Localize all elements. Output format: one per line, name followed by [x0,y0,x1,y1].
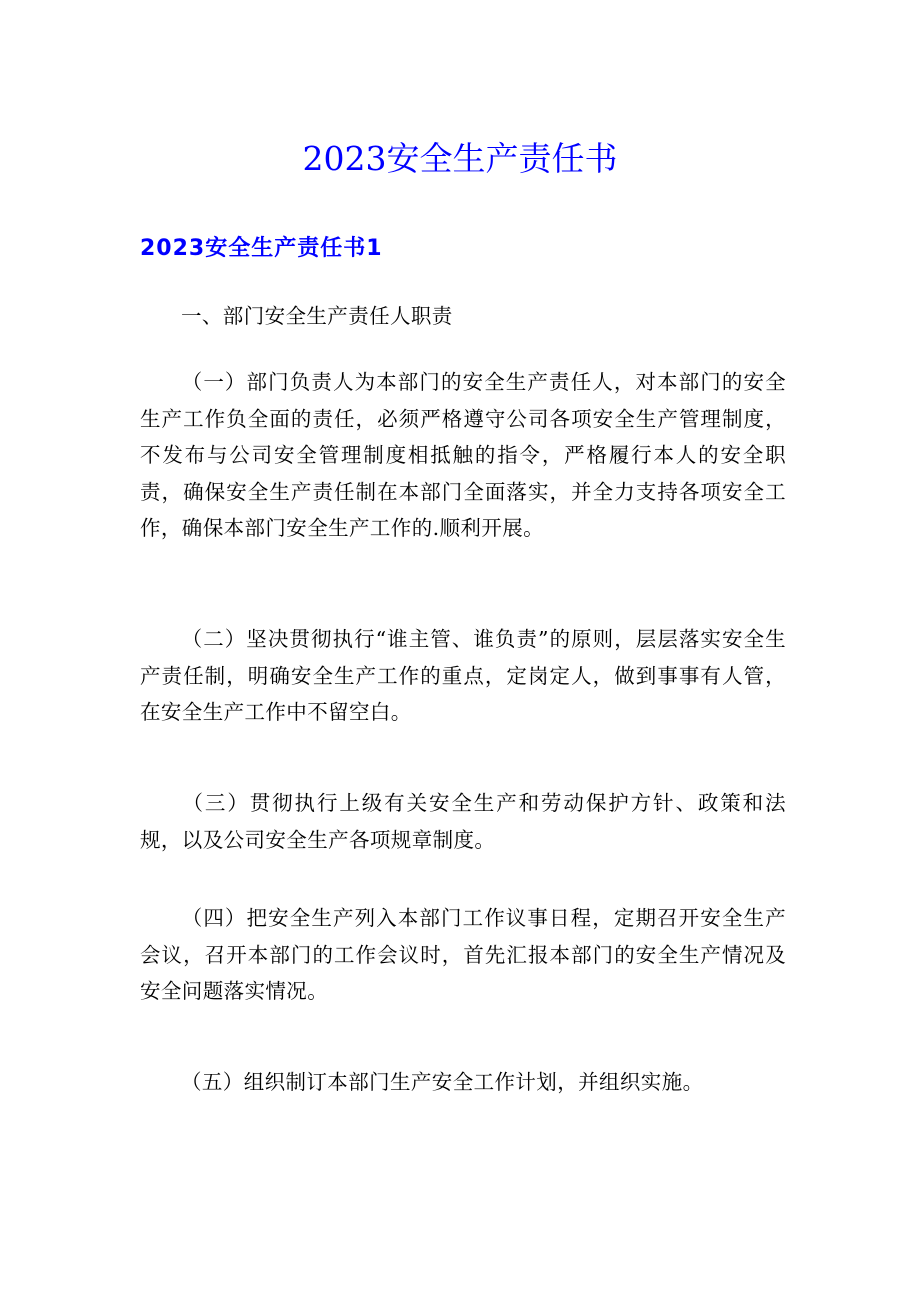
paragraph-4 [140,900,786,1010]
paragraph-3 [140,785,786,858]
outline-heading-text: 一、部门安全生产责任人职责 [181,304,453,328]
paragraph-5 [140,1064,786,1101]
paragraph-1 [140,364,786,547]
paragraph-4-text: （四）把安全生产列入本部门工作议事日程，定期召开安全生产会议，召开本部门的工作会议时，首先汇报本部门的安全生产情况及安全问题落实情况。 [140,906,786,1004]
paragraph-2 [140,621,786,731]
outline-heading [140,298,786,335]
paragraph-2-text: （二）坚决贯彻执行“谁主管、谁负责”的原则，层层落实安全生产责任制，明确安全生产工作的重点，定岗定人，做到事事有人管，在安全生产工作中不留空白。 [140,627,786,725]
document-title: 2023安全生产责任书 [302,139,618,178]
paragraph-1-text: （一）部门负责人为本部门的安全生产责任人，对本部门的安全生产工作负全面的责任，必须严格遵守公司各项安全生产管理制度，不发布与公司安全管理制度相抵触的指令，严格履行本人的安全职责，确保安全生产责任制在本部门全面落实，并全力支持各项安全工作，确保本部门安全生产工作的.顺利开展。 [140,370,786,541]
paragraph-3-text: （三）贯彻执行上级有关安全生产和劳动保护方针、政策和法规，以及公司安全生产各项规章制度。 [140,791,786,852]
section-heading: 2023安全生产责任书1 [140,236,383,261]
paragraph-5-text: （五）组织制订本部门生产安全工作计划，并组织实施。 [181,1070,704,1094]
